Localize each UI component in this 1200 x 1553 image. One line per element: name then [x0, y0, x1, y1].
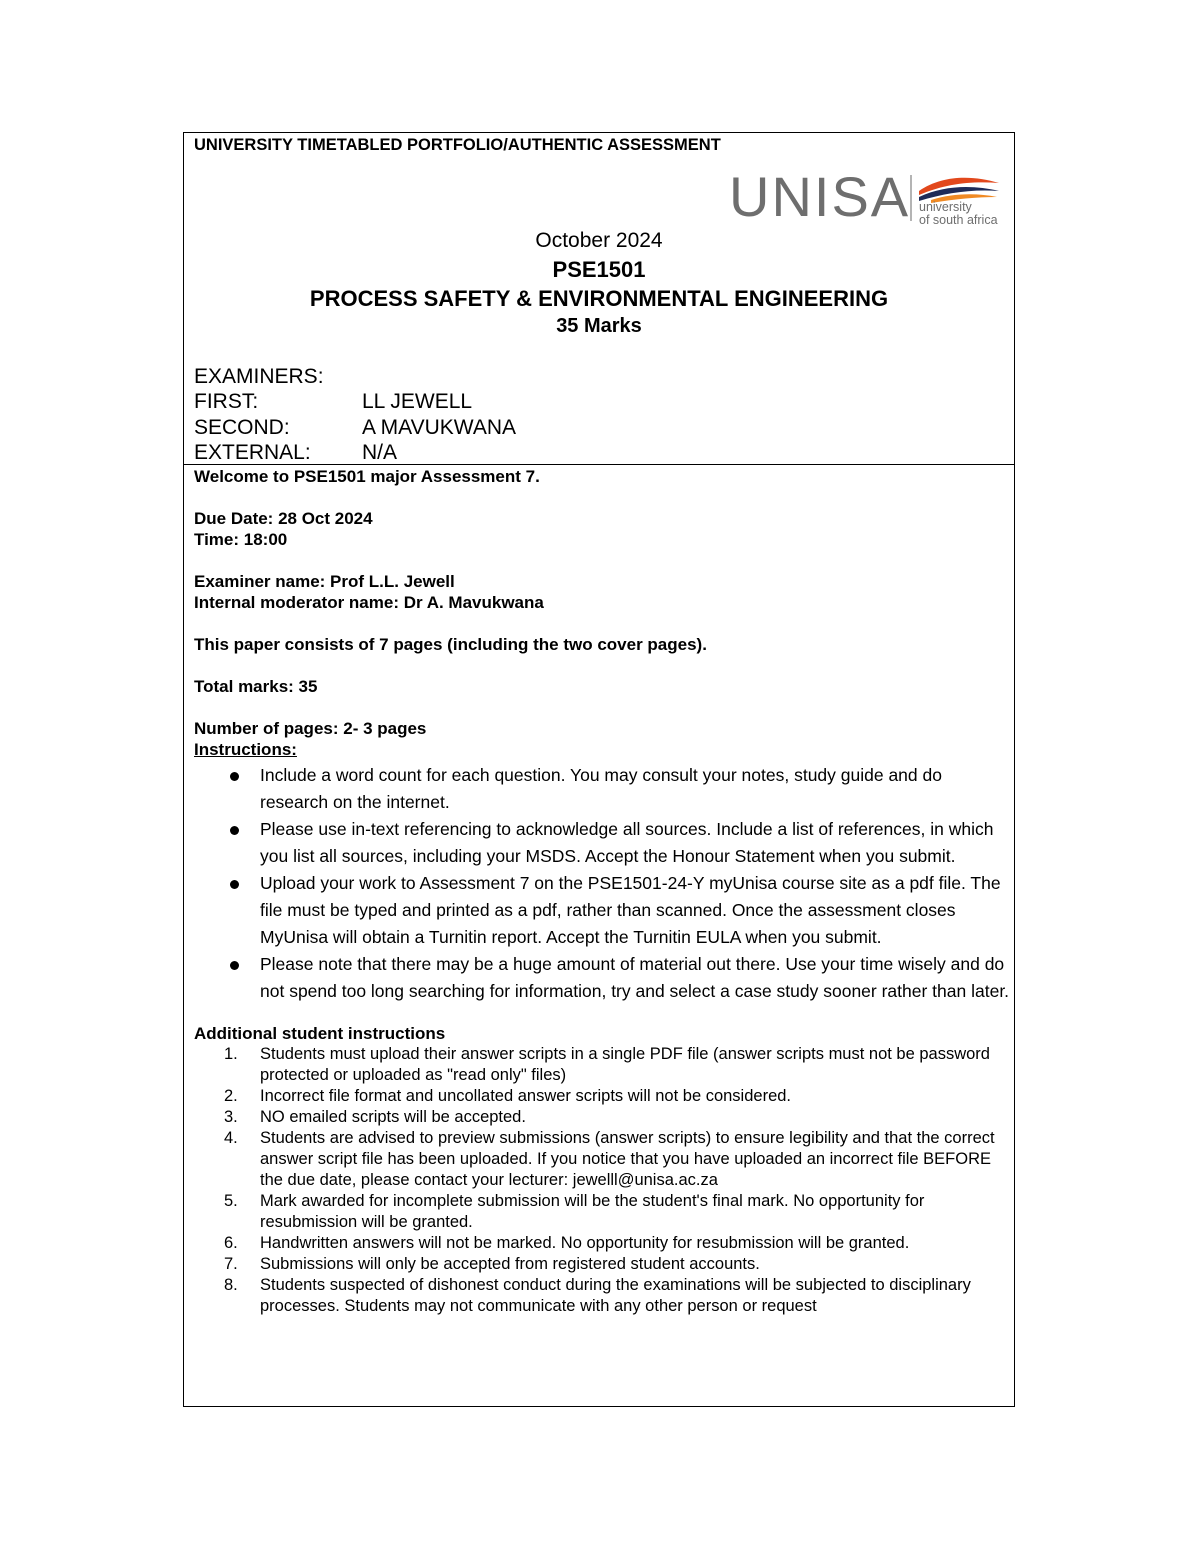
bullet-icon: [230, 961, 239, 970]
assessment-cover-frame: [183, 132, 1015, 1407]
examiner-label: SECOND:: [194, 416, 290, 439]
list-item-text: Upload your work to Assessment 7 on the PSE1501-24-Y myUnisa course site as a pdf file. The file must be typed and printed as a pdf, rather than scanned. Once the assessment closes MyUnisa will obtain a Turnitin report. Accept the Turnitin EULA when you submit.: [260, 873, 1001, 947]
list-item-text: Mark awarded for incomplete submission will be the student's final mark. No opportunity for resubmission will be granted.: [260, 1192, 925, 1231]
examiner-name: Examiner name: Prof L.L. Jewell: [194, 572, 455, 591]
instructions-list: [194, 762, 1010, 1005]
examiner-value: N/A: [362, 441, 398, 464]
pages-note: This paper consists of 7 pages (including the two cover pages).: [194, 635, 707, 654]
total-marks: Total marks: 35: [194, 677, 318, 696]
list-item: [194, 870, 1010, 951]
list-number: 1.: [224, 1045, 238, 1063]
logo-subtitle-line1: university: [919, 200, 972, 214]
list-item-text: Submissions will only be accepted from registered student accounts.: [260, 1255, 760, 1273]
list-item: [194, 1107, 1010, 1128]
list-item-text: Students suspected of dishonest conduct during the examinations will be subjected to disciplinary processes. Students may not communicate with any other person or request: [260, 1276, 971, 1315]
list-item-text: Please note that there may be a huge amount of material out there. Use your time wisely and do not spend too long searching for information, try and select a case study sooner rather than later.: [260, 954, 1010, 1001]
list-item: [194, 1275, 1010, 1317]
list-item-text: Students are advised to preview submissions (answer scripts) to ensure legibility and that the correct answer script file has been uploaded. If you notice that you have uploaded an incorrect file BEFORE the due date, please contact your lecturer: jewelll@unisa.ac.za: [260, 1129, 995, 1189]
examiner-row-external: [194, 441, 397, 465]
due-date: Due Date: 28 Oct 2024: [194, 509, 373, 528]
list-item: [194, 1086, 1010, 1107]
list-item: [194, 1044, 1010, 1086]
additional-instructions-list: [194, 1044, 1010, 1317]
list-item-text: Handwritten answers will not be marked. No opportunity for resubmission will be granted.: [260, 1234, 910, 1252]
list-number: 5.: [224, 1192, 238, 1210]
list-number: 3.: [224, 1108, 238, 1126]
list-item: [194, 762, 1010, 816]
due-time: Time: 18:00: [194, 530, 288, 549]
list-item: [194, 1254, 1010, 1275]
list-item: [194, 1191, 1010, 1233]
list-item-text: Include a word count for each question. You may consult your notes, study guide and do research on the internet.: [260, 765, 942, 812]
examiner-label: EXTERNAL:: [194, 441, 311, 464]
list-item-text: Students must upload their answer scripts in a single PDF file (answer scripts must not be password protected or uploaded as "read only" files): [260, 1045, 990, 1084]
list-number: 7.: [224, 1255, 238, 1273]
logo-subtitle-line2: of south africa: [919, 213, 998, 227]
list-number: 8.: [224, 1276, 238, 1294]
bullet-icon: [230, 880, 239, 889]
logo-subtitle: [919, 201, 998, 227]
list-item-text: Incorrect file format and uncollated answer scripts will not be considered.: [260, 1087, 792, 1105]
list-item: [194, 816, 1010, 870]
section-divider: [184, 464, 1014, 465]
examiner-label: FIRST:: [194, 390, 259, 413]
list-item-text: NO emailed scripts will be accepted.: [260, 1108, 526, 1126]
examiner-row-second: [194, 416, 516, 440]
moderator-name: Internal moderator name: Dr A. Mavukwana: [194, 593, 544, 612]
list-item-text: Please use in-text referencing to acknowledge all sources. Include a list of references, in which you list all sources, including your MSDS. Accept the Honour Statement when you submit.: [260, 819, 994, 866]
additional-instructions-heading: Additional student instructions: [194, 1024, 446, 1043]
exam-date: October 2024: [535, 229, 663, 252]
list-item: [194, 1233, 1010, 1254]
welcome-text: Welcome to PSE1501 major Assessment 7.: [194, 467, 540, 486]
assessment-type-header: UNIVERSITY TIMETABLED PORTFOLIO/AUTHENTIC ASSESSMENT: [194, 136, 721, 154]
bullet-icon: [230, 826, 239, 835]
module-title: PROCESS SAFETY & ENVIRONMENTAL ENGINEERING: [309, 286, 889, 311]
list-number: 6.: [224, 1234, 238, 1252]
bullet-icon: [230, 772, 239, 781]
examiner-row-first: [194, 390, 472, 414]
unisa-logo: [729, 165, 1004, 228]
list-item: [194, 951, 1010, 1005]
number-of-pages: Number of pages: 2- 3 pages: [194, 719, 427, 738]
module-code: PSE1501: [552, 257, 646, 282]
examiner-value: A MAVUKWANA: [362, 416, 517, 439]
list-item: [194, 1128, 1010, 1191]
examiners-heading: EXAMINERS:: [194, 365, 324, 388]
examiner-value: LL JEWELL: [362, 390, 473, 413]
total-marks-title: 35 Marks: [556, 315, 642, 337]
instructions-heading: Instructions:: [194, 740, 297, 759]
instructions-section: [194, 466, 1010, 1317]
list-number: 2.: [224, 1087, 238, 1105]
list-number: 4.: [224, 1129, 238, 1147]
logo-wordmark: UNISA: [729, 165, 911, 228]
